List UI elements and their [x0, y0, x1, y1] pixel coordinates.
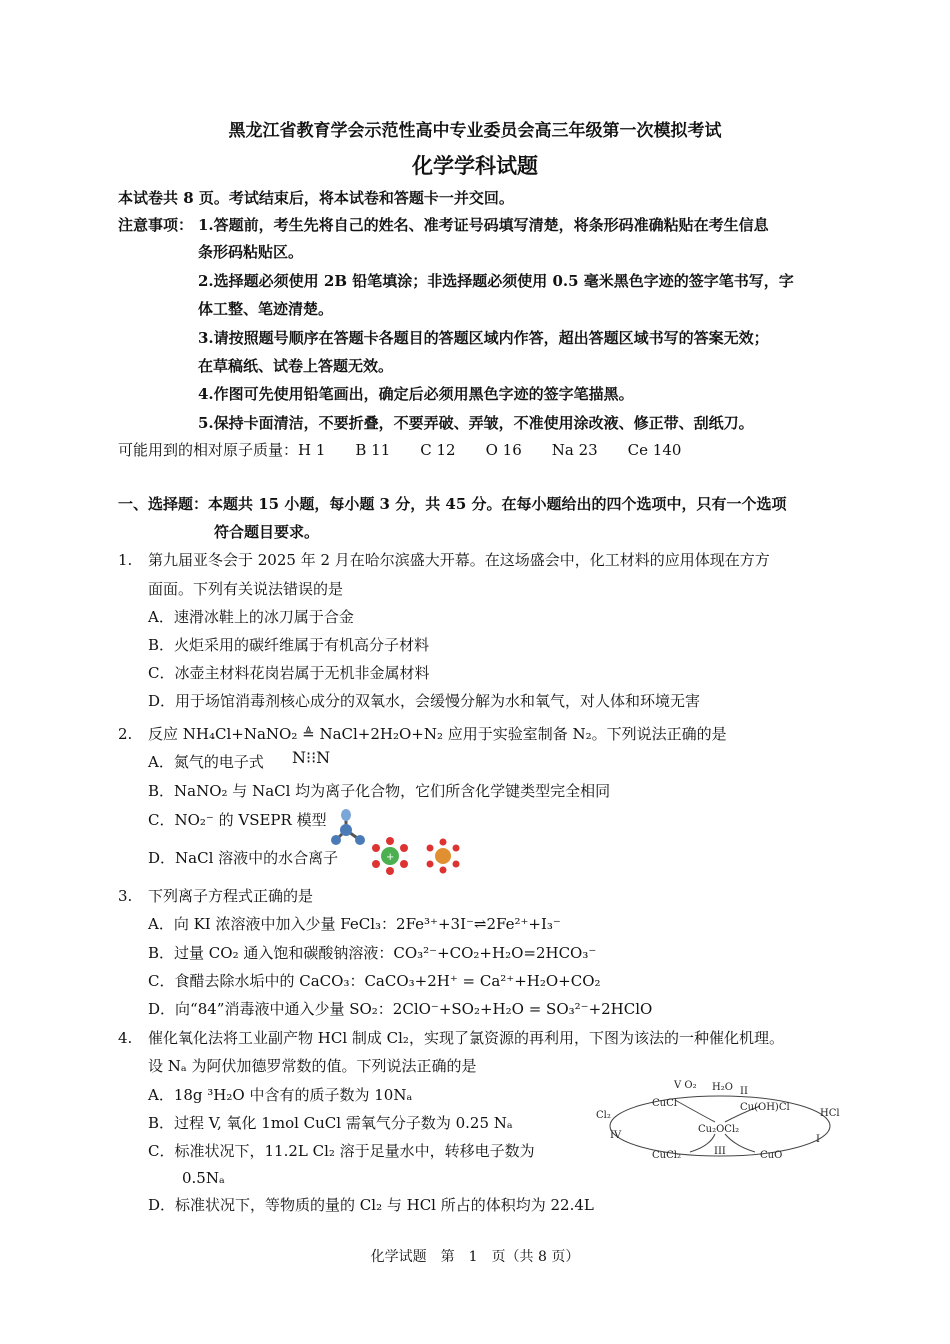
q4-stem: 催化氧化法将工业副产物 HCl 制成 Cl₂，实现了氯资源的再利用，下图为该法的一种催化机理。: [148, 1029, 784, 1047]
q3-number: 3.: [118, 887, 133, 905]
q1-option-b: B．火炬采用的碳纤维属于有机高分子材料: [148, 636, 430, 654]
diagram-label: Cu₂OCl₂: [698, 1124, 740, 1135]
q4-stem-cont: 设 Nₐ 为阿伏加德罗常数的值。下列说法正确的是: [148, 1057, 477, 1075]
q1-stem: 第九届亚冬会于 2025 年 2 月在哈尔滨盛大开幕。在这场盛会中，化工材料的应用体现在方方: [148, 551, 770, 569]
diagram-label: Cl₂: [596, 1110, 611, 1121]
catalytic-cycle-diagram: [590, 1074, 850, 1174]
q2-option-b: B．NaNO₂ 与 NaCl 均为离子化合物，它们所含化学键类型完全相同: [148, 782, 611, 800]
q4-option-d: D．标准状况下，等物质的量的 Cl₂ 与 HCl 所占的体积均为 22.4L: [148, 1196, 594, 1214]
q3-option-b: B．过量 CO₂ 通入饱和碳酸钠溶液：CO₃²⁻+CO₂+H₂O=2HCO₃⁻: [148, 944, 597, 962]
q4-option-b: B．过程 V, 氧化 1mol CuCl 需氧气分子数为 0.25 Nₐ: [148, 1114, 513, 1132]
q3-option-a: A．向 KI 浓溶液中加入少量 FeCl₃：2Fe³⁺+3I⁻⇌2Fe²⁺+I₃⁻: [148, 915, 561, 933]
section-heading-cont: 符合题目要求。: [214, 523, 320, 541]
diagram-label: H₂O: [712, 1082, 733, 1093]
q4-option-c-cont: 0.5Nₐ: [182, 1169, 225, 1187]
note-item: 3.请按照题号顺序在答题卡各题目的答题区域内作答，超出答题区域书写的答案无效；: [198, 329, 769, 347]
exam-title: 黑龙江省教育学会示范性高中专业委员会高三年级第一次模拟考试: [228, 121, 722, 141]
q4-option-a: A．18g ³H₂O 中含有的质子数为 10Nₐ: [148, 1086, 413, 1104]
intro-text: 本试卷共 8 页。考试结束后，将本试卷和答题卡一并交回。: [118, 189, 514, 207]
q2-option-a: A．氮气的电子式: [148, 753, 264, 771]
hydrated-ions-icon: [368, 836, 468, 876]
q3-option-d: D．向“84”消毒液中通入少量 SO₂：2ClO⁻+SO₂+H₂O = SO₃²⁻+2HClO: [148, 1000, 653, 1018]
diagram-label: Cu(OH)Cl: [740, 1102, 790, 1113]
q2-number: 2.: [118, 725, 133, 743]
diagram-label: I: [816, 1134, 820, 1145]
note-item: 5.保持卡面清洁，不要折叠，不要弄破、弄皱，不准使用涂改液、修正带、刮纸刀。: [198, 414, 754, 432]
diagram-label: HCl: [820, 1108, 840, 1119]
diagram-label: CuO: [760, 1150, 783, 1161]
q3-option-c: C．食醋去除水垢中的 CaCO₃：CaCO₃+2H⁺ = Ca²⁺+H₂O+CO₂: [148, 972, 601, 990]
subject-title: 化学学科试题: [412, 153, 538, 178]
n2-electron-formula: N⁝⁝N: [292, 748, 331, 767]
diagram-label: II: [740, 1086, 748, 1097]
note-item: 条形码粘贴区。: [198, 243, 304, 261]
q4-number: 4.: [118, 1029, 133, 1047]
q1-stem-cont: 面面。下列有关说法错误的是: [148, 580, 344, 598]
note-item: 在草稿纸、试卷上答题无效。: [198, 357, 394, 375]
note-item: 4.作图可先使用铅笔画出，确定后必须用黑色字迹的签字笔描黑。: [198, 385, 634, 403]
q1-option-c: C．冰壶主材料花岗岩属于无机非金属材料: [148, 664, 430, 682]
note-item: 1.答题前，考生先将自己的姓名、准考证号码填写清楚，将条形码准确粘贴在考生信息: [198, 216, 769, 234]
q3-stem: 下列离子方程式正确的是: [148, 887, 314, 905]
page-footer: 化学试题 第 1 页（共 8 页）: [370, 1249, 580, 1265]
diagram-label: CuCl₂: [652, 1150, 681, 1161]
diagram-label: IV: [610, 1130, 622, 1141]
q2-option-c: C．NO₂⁻ 的 VSEPR 模型: [148, 811, 327, 829]
q1-option-d: D．用于场馆消毒剂核心成分的双氧水，会缓慢分解为水和氧气，对人体和环境无害: [148, 692, 701, 710]
svg-text:+: +: [386, 852, 395, 863]
diagram-label: CuCl: [652, 1098, 677, 1109]
q4-option-c: C．标准状况下，11.2L Cl₂ 溶于足量水中，转移电子数为: [148, 1142, 535, 1160]
q2-stem: 反应 NH₄Cl+NaNO₂ ≜ NaCl+2H₂O+N₂ 应用于实验室制备 N₂。下列说法正确的是: [148, 725, 727, 743]
diagram-label: III: [714, 1146, 726, 1157]
diagram-label: V O₂: [674, 1080, 697, 1091]
section-heading: 一、选择题：本题共 15 小题，每小题 3 分，共 45 分。在每小题给出的四个选项中，只有一个选项: [118, 495, 787, 513]
q1-option-a: A．速滑冰鞋上的冰刀属于合金: [148, 608, 354, 626]
note-item: 2.选择题必须使用 2B 铅笔填涂；非选择题必须使用 0.5 毫米黑色字迹的签字笔书写，字: [198, 272, 794, 290]
atomic-masses: 可能用到的相对原子质量：H 1 B 11 C 12 O 16 Na 23 Ce 140: [118, 441, 682, 459]
q1-number: 1.: [118, 551, 133, 569]
q2-option-d: D．NaCl 溶液中的水合离子: [148, 849, 339, 867]
note-item: 体工整、笔迹清楚。: [198, 300, 334, 318]
notes-label: 注意事项：: [118, 216, 194, 234]
